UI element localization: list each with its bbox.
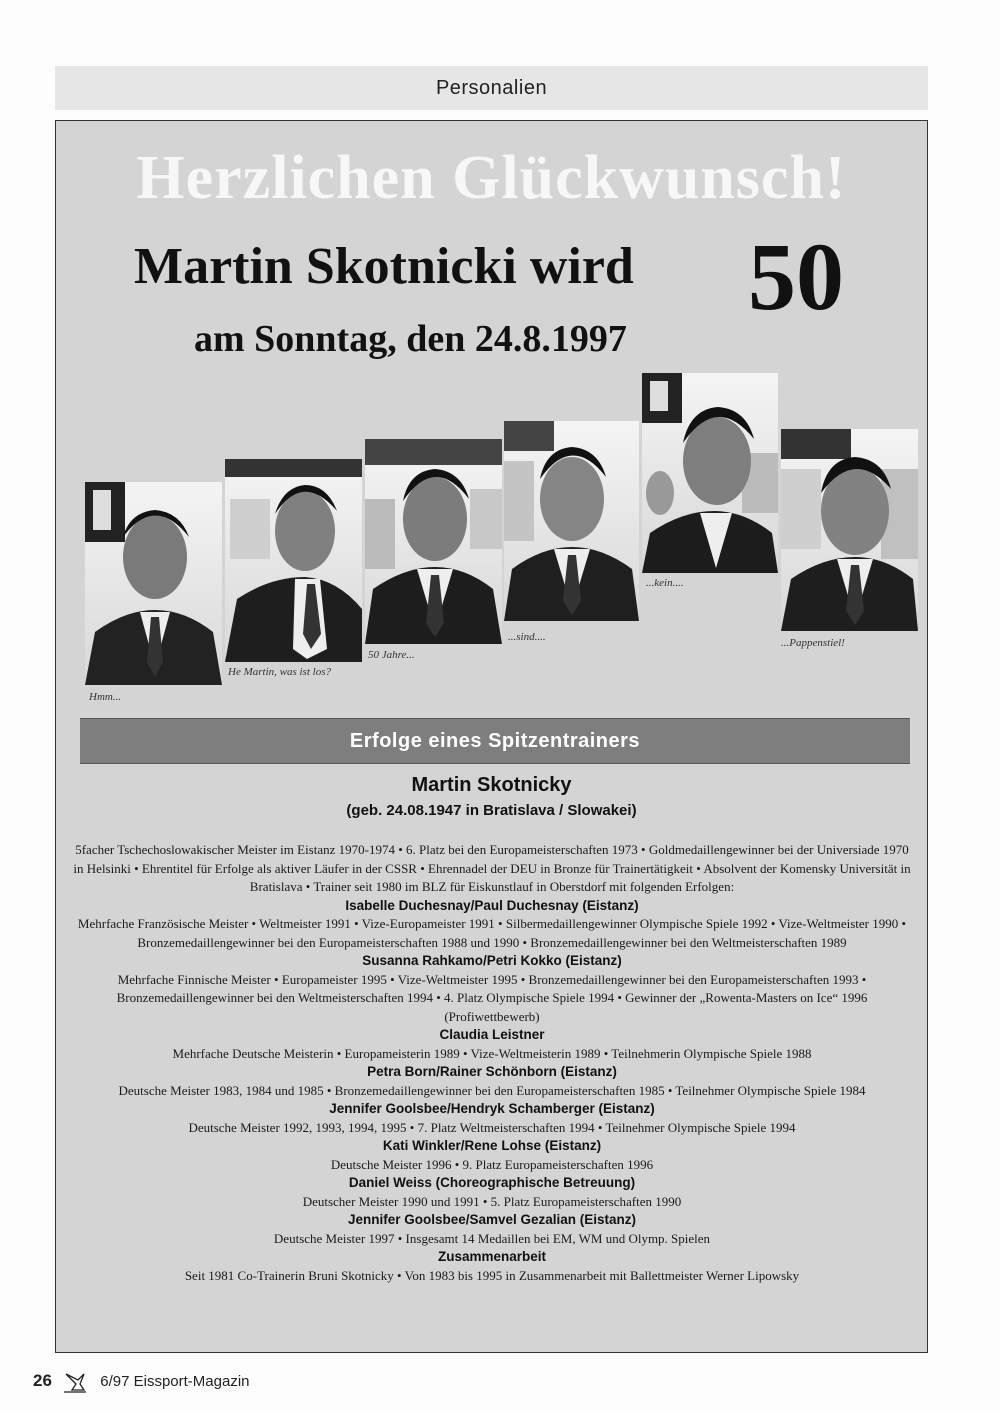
- photo-caption-5: ...kein....: [646, 577, 684, 589]
- trainer-birth: (geb. 24.08.1947 in Bratislava / Slowakei): [346, 802, 637, 819]
- achievement-text: Deutscher Meister 1990 und 1991 • 5. Platz Europameisterschaften 1990: [302, 1193, 682, 1209]
- portrait-photo-3: [365, 439, 502, 644]
- article-title: Martin Skotnicki wird: [134, 238, 634, 295]
- date-line: am Sonntag, den 24.8.1997: [194, 318, 627, 360]
- achievement-heading: Kati Winkler/Rene Lohse (Eistanz): [382, 1138, 602, 1153]
- achievement-text: Deutsche Meister 1996 • 9. Platz Europameisterschaften 1996: [330, 1156, 654, 1172]
- achievement-heading: Jennifer Goolsbee/Samvel Gezalian (Eistanz): [347, 1212, 637, 1227]
- magazine-logo-icon: [62, 1370, 88, 1394]
- achievement-text: Deutsche Meister 1997 • Insgesamt 14 Medaillen bei EM, WM und Olymp. Spielen: [273, 1230, 711, 1246]
- photo-caption-6: ...Pappenstiel!: [781, 637, 845, 649]
- portrait-photo-4: [504, 421, 639, 621]
- trainer-name: Martin Skotnicky: [411, 774, 572, 796]
- age-number: 50: [748, 223, 844, 330]
- portrait-photo-5: [642, 373, 778, 573]
- achievement-heading: Jennifer Goolsbee/Hendryk Schamberger (Eistanz): [329, 1101, 655, 1116]
- achievement-heading: Zusammenarbeit: [437, 1249, 547, 1264]
- photo-caption-1: Hmm...: [89, 691, 122, 703]
- achievement-heading: Petra Born/Rainer Schönborn (Eistanz): [367, 1064, 617, 1079]
- achievement-text: Mehrfache Französische Meister • Weltmeister 1991 • Vize-Europameister 1991 • Silbermedaillengewinner Olympische Spiele 1992 • Vize-Weltmeister 1990 • Bronzemedaillengewinner bei den Europameisterschaften 1988 und 1990 • Bronzemedaillengewinner bei den Weltmeisterschaften 1989: [77, 916, 907, 950]
- achievement-heading: Isabelle Duchesnay/Paul Duchesnay (Eistanz): [345, 897, 639, 913]
- photo-caption-4: ...sind....: [508, 631, 546, 643]
- trainer-intro: 5facher Tschechoslowakischer Meister im Eistanz 1970-1974 • 6. Platz bei den Europameisterschaften 1973 • Goldmedaillengewinner bei der Universiade 1970 in Helsinki • Ehrentitel für Erfolge als aktiver Läufer in der CSSR • Ehrennadel der DEU in Bronze für Trainertätigkeit • Absolvent der Komensky Universität in Bratislava • Trainer seit 1980 im BLZ für Eiskunstlauf in Oberstdorf mit folgenden Erfolgen:: [73, 842, 911, 894]
- portrait-photo-1: [85, 482, 222, 685]
- success-bar: Erfolge eines Spitzentrainers: [80, 718, 910, 764]
- achievement-text: Mehrfache Finnische Meister • Europameister 1995 • Vize-Weltmeister 1995 • Bronzemedaillengewinner bei den Europameisterschaften 1993 • Bronzemedaillengewinner bei den Weltmeisterschaften 1994 • 4. Platz Olympische Spiele 1994 • Gewinner der „Rowenta-Masters on Ice“ 1996 (Profiwettbewerb): [116, 971, 868, 1024]
- photo-caption-3: 50 Jahre...: [368, 649, 415, 661]
- achievement-text: Deutsche Meister 1992, 1993, 1994, 1995 • 7. Platz Weltmeisterschaften 1994 • Teilnehmer Olympische Spiele 1994: [188, 1119, 796, 1135]
- achievement-text: Deutsche Meister 1983, 1984 und 1985 • Bronzemedaillengewinner bei den Europameisterschaften 1985 • Teilnehmer Olympische Spiele 1984: [118, 1082, 866, 1098]
- page-number: 26: [33, 1370, 52, 1390]
- article-frame: [55, 120, 928, 1353]
- achievement-text: Mehrfache Deutsche Meisterin • Europameisterin 1989 • Vize-Weltmeisterin 1989 • Teilnehmerin Olympische Spiele 1988: [172, 1045, 812, 1061]
- achievement-heading: Daniel Weiss (Choreographische Betreuung): [348, 1175, 636, 1190]
- portrait-photo-2: [225, 459, 362, 662]
- achievement-heading: Claudia Leistner: [439, 1027, 545, 1042]
- photo-caption-2: He Martin, was ist los?: [228, 666, 331, 678]
- issue-label: 6/97 Eissport-Magazin: [100, 1372, 250, 1390]
- section-header: Personalien: [55, 66, 928, 110]
- achievement-heading: Susanna Rahkamo/Petri Kokko (Eistanz): [362, 953, 622, 968]
- page-footer: [33, 1370, 250, 1394]
- achievement-text: Seit 1981 Co-Trainerin Bruni Skotnicky • Von 1983 bis 1995 in Zusammenarbeit mit Ballettmeister Werner Lipowsky: [184, 1267, 800, 1283]
- achievements-list: [72, 841, 912, 1285]
- headline: Herzlichen Glückwunsch!: [136, 144, 847, 212]
- portrait-photo-6: [781, 429, 918, 631]
